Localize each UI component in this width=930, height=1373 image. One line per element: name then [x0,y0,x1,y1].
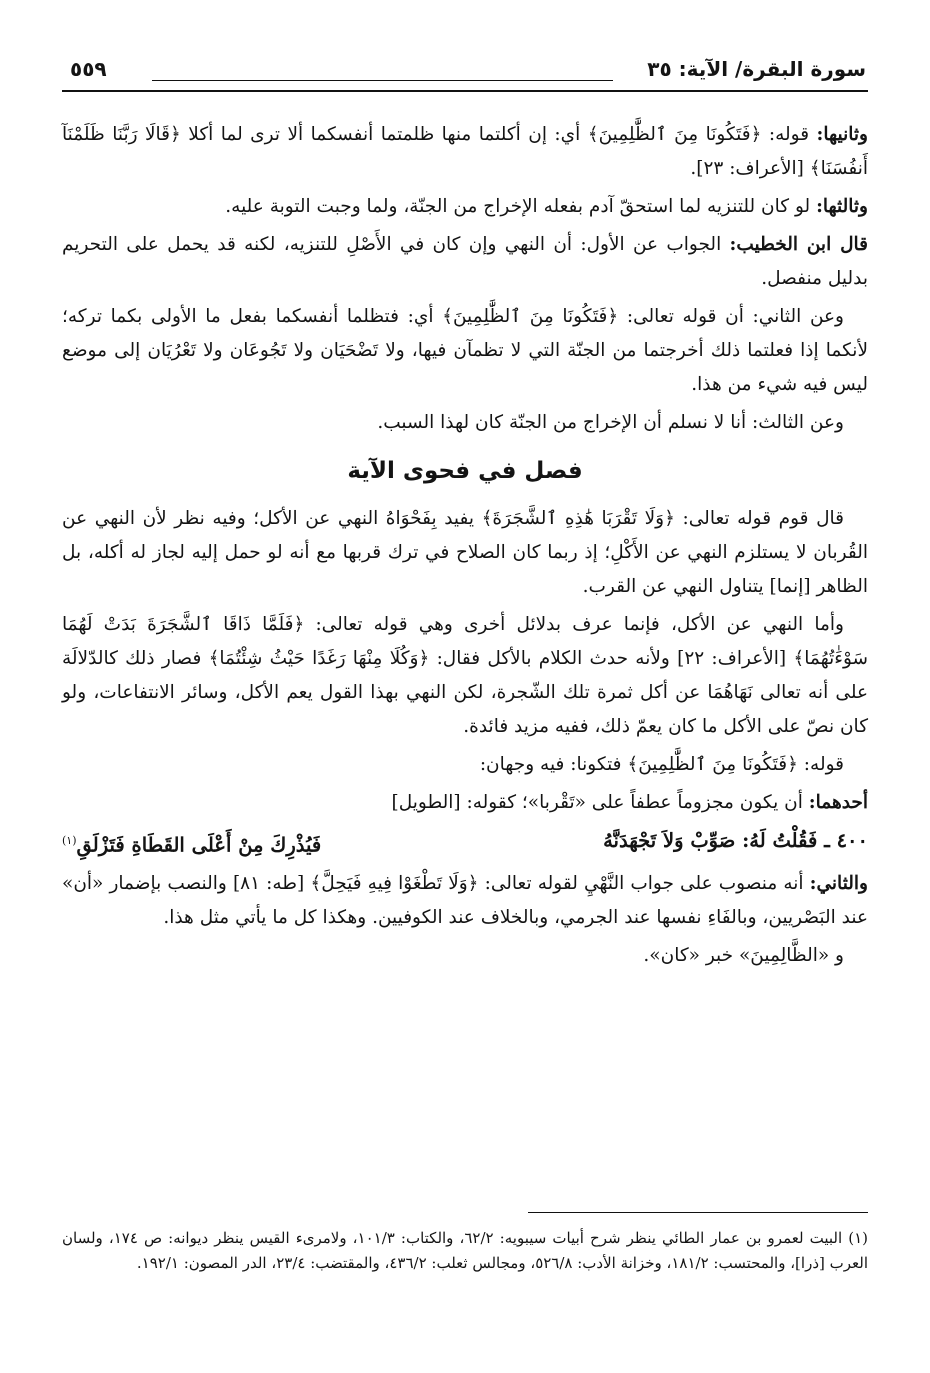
footnote-rule [528,1212,868,1213]
paragraph-text: قال قوم قوله تعالى: ﴿وَلَا تَقْرَبَا هَٰذِهِ ٱلشَّجَرَةَ﴾ يفيد بِفَحْوَاهُ النهي عن الأكل؛ وفيه نظر لأن النهي عن القُربان لا يستلزم النهي عن الأَكْلِ؛ إذ ربما كان الصلاح في ترك قربها مع أنه لو حمل إليه لجاز له أكله، بل الظاهر [إنما] يتناول النهي عن القرب. [62,508,868,597]
verse-number: ٤٠٠ ـ [824,829,868,852]
page-body [62,118,868,977]
paragraph-lead: أحدهما: [808,792,868,813]
footnote-text: (١) البيت لعمرو بن عمار الطائي ينظر شرح أبيات سيبويه: ٦٢/٢، والكتاب: ١٠١/٣، ولامرىء القيس ينظر ديوانه: ص ١٧٤، ولسان العرب [ذرا]، والمحتسب: ١٨١/٢، وخزانة الأدب: ٥٢٦/٨، ومجالس ثعلب: ٤٣٦/٢، والمقتضب: ٢٣/٤، الدر المصون: ١٩٢/١. [62,1229,868,1272]
verse-hemistich-1: فَقُلْتُ لَهُ: صَوِّبْ وَلاَ تَجْهَدَنَّهُ [603,829,818,852]
paragraph-text: الجواب عن الأول: أن النهي وإن كان في الأَصْلِ للتنزيه، لكنه قد يحمل على التحريم بدليل منفصل. [62,234,868,289]
paragraph-lead: والثاني: [809,872,868,894]
verse-first-half [603,824,868,863]
paragraph [62,748,868,782]
paragraph-text: أنه منصوب على جواب النَّهْيِ لقوله تعالى: ﴿وَلَا تَطْغَوْا فِيهِ فَيَحِلَّ﴾ [طه: ٨١] والنصب بإضمار «أن» عند البَصْريين، وبالفَاءِ نفسها عند الجرمي، وبالخلاف عند الكوفيين. وهكذا كل ما يأتي مثل هذا. [62,872,868,928]
paragraph [62,190,868,224]
footnote-ref[interactable]: (١) [62,834,77,847]
paragraph [62,939,868,973]
paragraph-text: وعن الثاني: أن قوله تعالى: ﴿فَتَكُونَا مِنَ ٱلظَّٰلِمِينَ﴾ أي: فتظلما أنفسكما بفعل ما الأولى بكما تركه؛ لأنكما إذا فعلتما ذلك أخرجتما من الجنّة التي لا تظمآن فيها، ولا تَضْحَيَان ولا تَجُوعَان ولا تَعْرُيَان إلى موضع ليس فيه شيء من هذا. [62,306,868,395]
section-heading: فصل في فحوى الآية [347,458,583,484]
paragraph-text: وأما النهي عن الأكل، فإنما عرف بدلائل أخرى وهي قوله تعالى: ﴿فَلَمَّا ذَاقَا ٱلشَّجَرَةَ بَدَتْ لَهُمَا سَوْءَٰتُهُمَا﴾ [الأعراف: ٢٢] ولأنه حدث الكلام بالأكل فقال: ﴿وَكُلَا مِنْهَا رَغَدًا حَيْثُ شِئْتُمَا﴾ فصار ذلك كالدّلالَة على أنه تعالى نَهَاهُمَا عن أكل ثمرة تلك الشّجرة، لكن النهي بهذا القول يعم الأكل، وسائر الانتفاعات، ولو كان نصّ على الأكل ما كان يعمّ ذلك، ففيه مزيد فائدة. [62,614,868,737]
paragraph [62,502,868,604]
poetry-verse [62,824,868,863]
verse-hemistich-2: فَيُذْرِكَ مِنْ أَعْلَى القَطَاةِ فَتَزْلَقِ [76,833,322,857]
paragraph-text: أن يكون مجزوماً عطفاً على «تَقْربا»؛ كقوله: [الطويل] [391,792,803,813]
paragraph-text: قوله: ﴿فَتَكُونَا مِنَ ٱلظَّٰلِمِينَ﴾ فتكونا: فيه وجهان: [479,754,844,775]
paragraph [62,786,868,820]
paragraph-text: و «الظَّالِمِينَ» خبر «كان». [643,944,844,966]
paragraph [62,608,868,744]
page-header [62,54,868,92]
paragraph [62,406,868,440]
paragraph-lead: قال ابن الخطيب: [729,234,868,255]
paragraph-lead: وثالثها: [816,196,868,217]
paragraph-text: قوله: ﴿فَتَكُونَا مِنَ ٱلظَّٰلِمِينَ﴾ أي: إن أكلتما منها ظلمتما أنفسكما ألا ترى لما أكلا ﴿قَالَا رَبَّنَا ظَلَمْنَآ أَنفُسَنَا﴾ [الأعراف: ٢٣]. [62,124,868,179]
header-rule [152,80,613,81]
book-page [62,40,868,1340]
footnotes [62,1226,868,1276]
page-number: ٥٥٩ [70,57,107,81]
paragraph-text: لو كان للتنزيه لما استحقّ آدم بفعله الإخراج من الجنّة، ولما وجبت التوبة عليه. [225,196,811,217]
paragraph [62,118,868,186]
verse-second-half [62,824,321,863]
paragraph-text: وعن الثالث: أنا لا نسلم أن الإخراج من الجنّة كان لهذا السبب. [377,412,844,433]
paragraph [62,867,868,935]
paragraph [62,228,868,296]
paragraph-lead: وثانيها: [816,124,868,145]
paragraph [62,300,868,402]
running-title: سورة البقرة/ الآية: ٣٥ [647,57,866,81]
